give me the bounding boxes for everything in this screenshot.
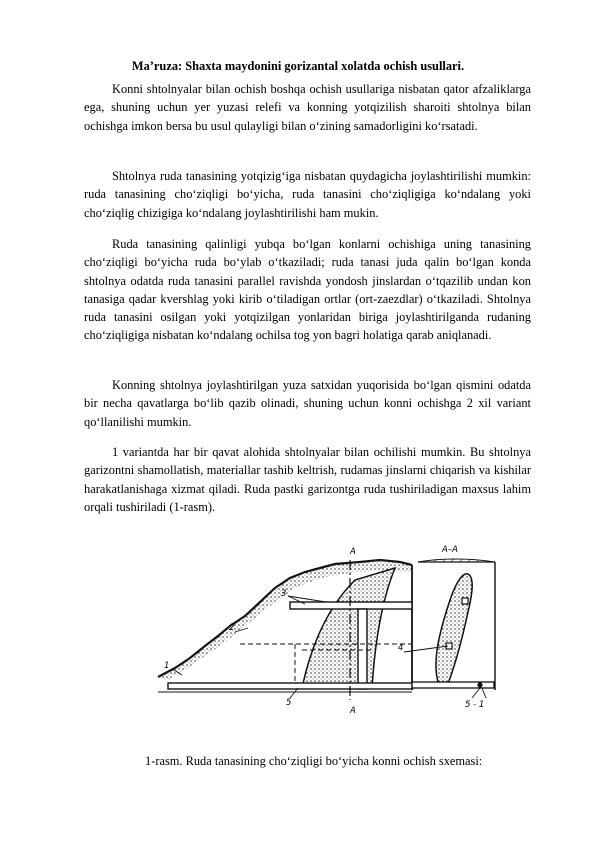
section-mark-bottom: A [350,706,356,716]
paragraph-2: Shtolnya ruda tanasining yotqizig‘iga nisbatan quydagicha joylashtirilishi mumkin: ruda tanasining cho‘ziqligi bo‘yicha, ruda tanasini cho‘ziqligiga ko‘ndalang yoki cho‘ziqlig chizigiga ko‘ndalang joylashtirilishi ham mukin. [84,169,531,220]
paragraph-3: Ruda tanasining qalinligi yubqa bo‘lgan konlarni ochishiga uning tanasining cho‘ziqligi bo‘yicha ruda bo‘ylab o‘tkaziladi; ruda tanasi juda qalin bo‘lgan konda shtolnya odatda ruda tanasini parallel ravishda yondosh jinslardan o‘tqazilib undan kon tanasiga qadar kvershlag yoki kirib o‘tiladigan ortlar (ort-zaezdlar) o‘tkaziladi. Shtolnya ruda tanasini osilgan yoki yotqizilgan yonlaridan biriga joylashtirilganda rudaning cho‘ziqligiga nisbatan ko‘ndalang ochilsa tog yon bagri holatiga qarab aniqlanadi. [84,237,531,343]
section-mark-top: A [350,547,356,557]
label-3: 3 [281,589,287,599]
paragraph-4: Konning shtolnya joylashtirilgan yuza satxidan yuqorisida bo‘lgan qismini odatda bir necha qavatlarga bo‘lib qazib olinadi, shuning uchun konni ochishga 2 xil variant qo‘llanilishi mumkin. [84,378,531,429]
figure-caption: 1-rasm. Ruda tanasining cho‘ziqligi bo‘yicha konni ochish sxemasi: [145,754,483,768]
section-title: A–A [442,545,458,555]
label-5: 5 [286,698,292,708]
label-5-1: 5 - 1 [465,700,485,710]
label-4: 4 [398,643,404,653]
label-1: 1 [164,661,170,671]
paragraph-5: 1 variantda har bir qavat alohida shtolnyalar bilan ochilishi mumkin. Bu shtolnya garizontni shamollatish, materiallar tashib keltrish, rudamas jinslarni chiqarish va kishilar harakatlanishaga xizmat qiladi. Ruda pastki garizontga ruda tushiriladigan maxsus lahim orqali tushiriladi (1-rasm). [84,445,531,514]
mine-opening-diagram [150,540,515,725]
label-2: 2 [229,623,235,633]
lecture-title: Ma’ruza: Shaxta maydonini gorizantal xolatda ochish usullari. [131,59,465,73]
paragraph-1: Konni shtolnyalar bilan ochish boshqa ochish usullariga nisbatan qator afzaliklarga ega, shuning uchun yer yuzasi relefi va konning yotqizilish sharoiti shtolnya bilan ochishga imkon bersa bu usul qulayligi bilan o‘zining samadorligini ko‘rsatadi. [84,82,531,133]
longitudinal-section [158,547,412,716]
